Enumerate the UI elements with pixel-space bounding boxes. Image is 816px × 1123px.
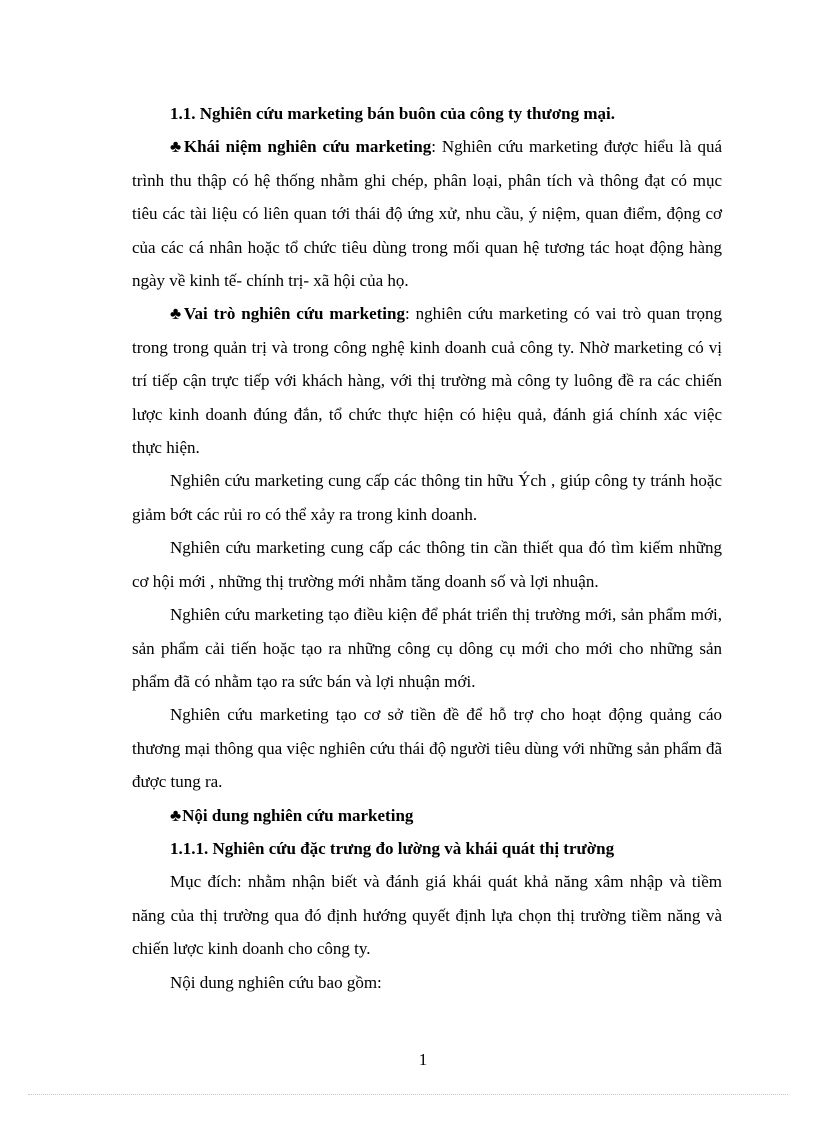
- section-heading-1-1: 1.1. Nghiên cứu marketing bán buôn của công ty thương mại.: [170, 104, 615, 123]
- role-lead: Vai trò nghiên cứu marketing: [183, 304, 405, 324]
- content-heading-text: Nội dung nghiên cứu marketing: [182, 805, 414, 825]
- paragraph-concept: [132, 130, 722, 297]
- page-number: 1: [418, 1050, 428, 1069]
- role-text: : nghiên cứu marketing có vai trò quan trọng trong trong quản trị và trong công nghệ kinh doanh cuả công ty. Nhờ marketing có vị trí tiếp cận trực tiếp với khách hàng, với thị trường mà công ty luông đề ra các chiến lược kinh doanh đúng đắn, tổ chức thực hiện có hiệu quả, đánh giá chính xác việc thực hiện.: [132, 304, 722, 458]
- document-body: [132, 97, 722, 999]
- paragraph-conditions: Nghiên cứu marketing tạo điều kiện để phát triển thị trường mới, sản phẩm mới, sản phẩm cải tiến hoặc tạo ra những công cụ dông cụ mới cho mới cho những sản phẩm đã có nhằm tạo ra sức bán và lợi nhuận mới.: [132, 605, 722, 691]
- paragraph-basis: Nghiên cứu marketing tạo cơ sở tiền đề để hỗ trợ cho hoạt động quảng cáo thương mại thông qua việc nghiên cứu thái độ người tiêu dùng với những sản phẩm đã được tung ra.: [132, 705, 722, 792]
- section-heading-1-1-1: 1.1.1. Nghiên cứu đặc trưng đo lường và khái quát thị trường: [170, 838, 615, 858]
- concept-text: : Nghiên cứu marketing được hiểu là quá trình thu thập có hệ thống nhằm ghi chép, phân loại, phân tích và thông đạt có mục tiêu các tài liệu có liên quan tới thái độ ứng xử, nhu cầu, ý niệm, quan điểm, động cơ của các cá nhân hoặc tổ chức tiêu dùng trong mối quan hệ tương tác hoạt động hàng ngày về kinh tế- chính trị- xã hội của họ.: [132, 137, 723, 291]
- paragraph-purpose: Mục đích: nhằm nhận biết và đánh giá khái quát khả năng xâm nhập và tiềm năng của thị trường qua đó định hướng quyết định lựa chọn thị trường tiềm năng và chiến lược kinh doanh cho công ty.: [132, 872, 722, 959]
- club-bullet-icon: ♣: [170, 304, 183, 324]
- concept-lead: Khái niệm nghiên cứu marketing: [183, 137, 432, 157]
- page-bottom-divider: [28, 1094, 788, 1095]
- club-bullet-icon: ♣: [170, 805, 182, 825]
- paragraph-content-includes: Nội dung nghiên cứu bao gồm:: [170, 972, 382, 992]
- paragraph-info-useful: Nghiên cứu marketing cung cấp các thông tin hữu Ých , giúp công ty tránh hoặc giảm bớt các rủi ro có thể xảy ra trong kinh doanh.: [132, 471, 722, 524]
- club-bullet-icon: ♣: [170, 137, 183, 157]
- paragraph-info-needed: Nghiên cứu marketing cung cấp các thông tin cần thiết qua đó tìm kiếm những cơ hội mới , những thị trường mới nhằm tăng doanh số và lợi nhuận.: [132, 538, 722, 591]
- paragraph-content-heading: [132, 799, 722, 832]
- paragraph-role: [132, 297, 722, 464]
